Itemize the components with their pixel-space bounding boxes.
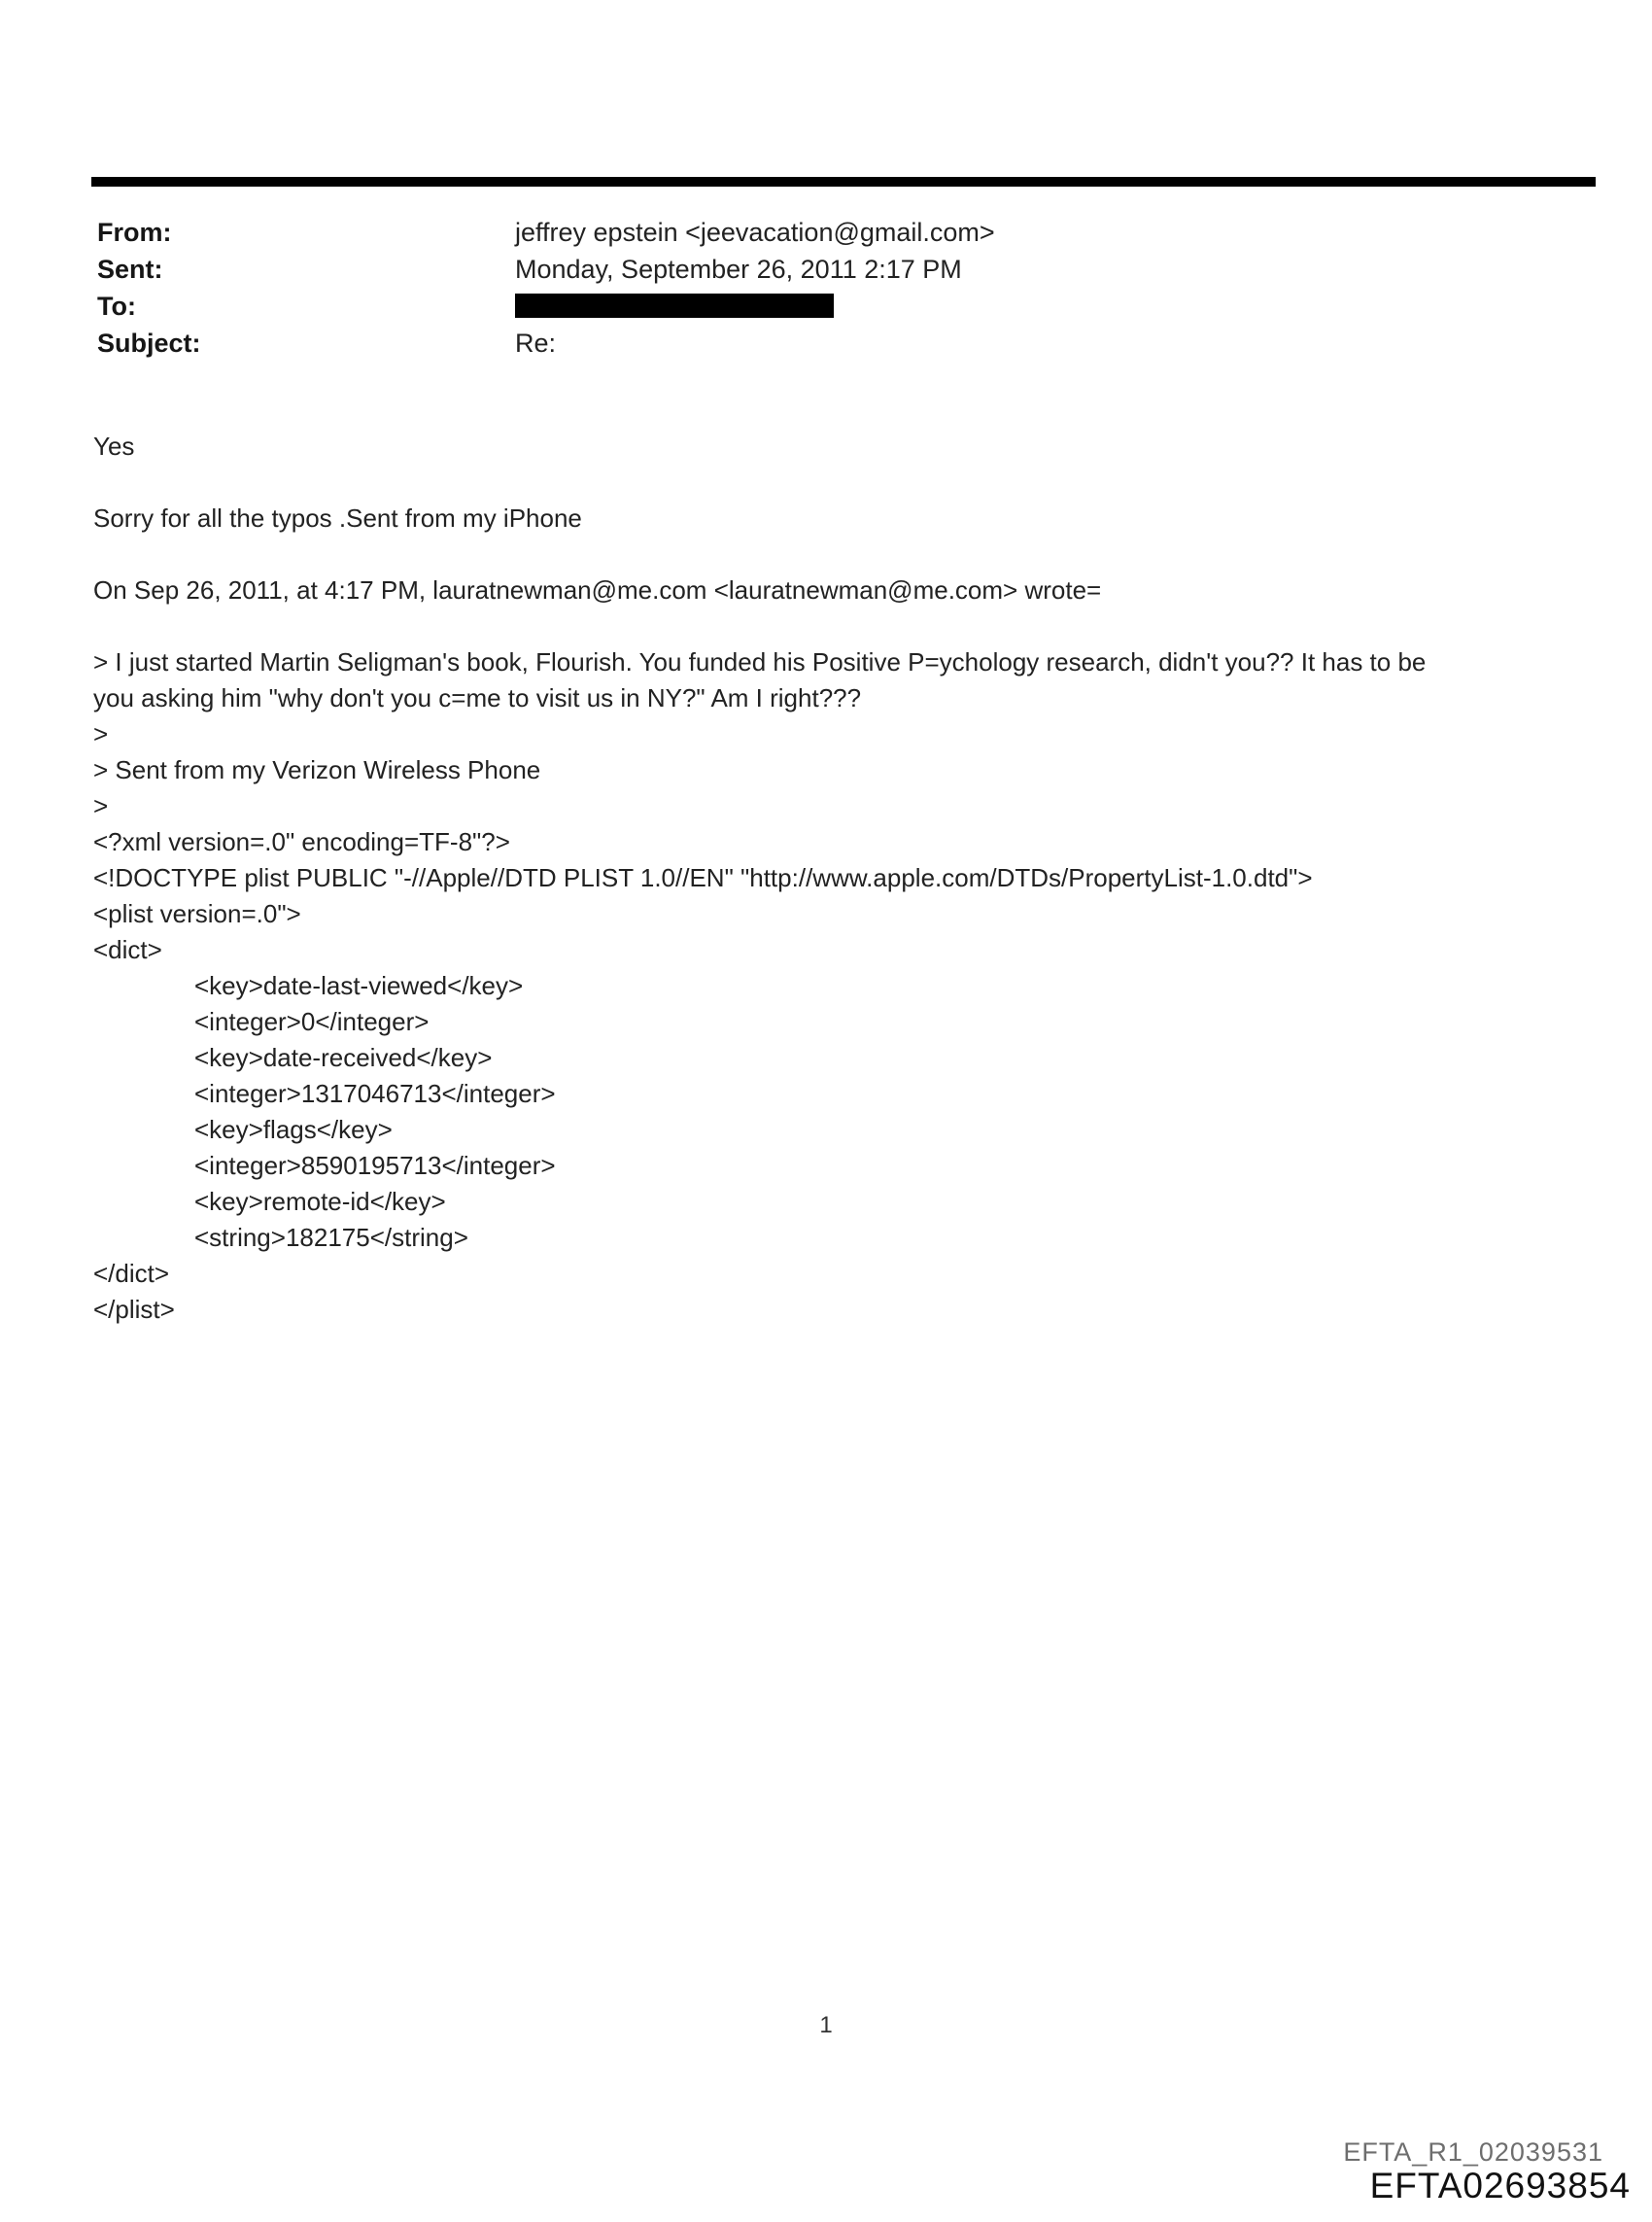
body-line-quote: you asking him "why don't you c=me to visit us in NY?" Am I right??? [93, 683, 862, 712]
plist-line-key: <key>remote-id</key> [194, 1187, 446, 1216]
body-line-quote: > I just started Martin Seligman's book, Flourish. You funded his Positive P=ychology research, didn't you?? It has to be [93, 647, 1427, 677]
body-line: On Sep 26, 2011, at 4:17 PM, lauratnewman@me.com <lauratnewman@me.com> wrote= [93, 575, 1102, 605]
header-divider-bar [91, 177, 1596, 187]
to-label: To: [97, 292, 136, 321]
plist-line-key: <key>flags</key> [194, 1115, 393, 1144]
bates-stamp-primary: EFTA02693854 [1369, 2166, 1631, 2205]
email-body [93, 429, 1609, 1328]
body-line-quote: > Sent from my Verizon Wireless Phone [93, 755, 541, 784]
plist-line-key: <key>date-last-viewed</key> [194, 971, 524, 1000]
plist-line-dict-open: <dict> [93, 935, 162, 964]
body-line-blank [93, 537, 1609, 573]
plist-line-key: <key>date-received</key> [194, 1043, 493, 1072]
body-line-blank [93, 608, 1609, 644]
body-line-blank [93, 465, 1609, 501]
body-line: Sorry for all the typos .Sent from my iPhone [93, 503, 582, 533]
subject-label: Subject: [97, 329, 201, 358]
from-label: From: [97, 218, 172, 247]
email-header-block [97, 214, 1555, 362]
page-number: 1 [819, 2012, 833, 2038]
body-line: Yes [93, 432, 135, 461]
plist-line-close: </plist> [93, 1295, 175, 1324]
plist-line-doctype: <!DOCTYPE plist PUBLIC "-//Apple//DTD PLIST 1.0//EN" "http://www.apple.com/DTDs/PropertyList-1.0.dtd"> [93, 863, 1313, 892]
redaction-bar [515, 294, 834, 318]
header-row-from [97, 214, 1555, 251]
sent-label: Sent: [97, 255, 163, 284]
plist-line-string: <string>182175</string> [194, 1223, 468, 1252]
plist-line-integer: <integer>8590195713</integer> [194, 1151, 556, 1180]
header-row-to [97, 288, 1555, 325]
plist-line-open: <plist version=.0"> [93, 899, 301, 928]
from-value: jeffrey epstein <jeevacation@gmail.com> [515, 218, 995, 247]
to-value [515, 288, 834, 325]
subject-value: Re: [515, 329, 557, 358]
bates-stamp-secondary: EFTA_R1_02039531 [1343, 2137, 1603, 2167]
header-row-sent [97, 251, 1555, 288]
sent-value: Monday, September 26, 2011 2:17 PM [515, 255, 962, 284]
body-line-quote: > [93, 791, 109, 820]
plist-line-integer: <integer>1317046713</integer> [194, 1079, 556, 1108]
plist-line-integer: <integer>0</integer> [194, 1007, 430, 1036]
plist-line-xml-declaration: <?xml version=.0" encoding=TF-8"?> [93, 827, 510, 856]
body-line-quote: > [93, 719, 109, 748]
header-row-subject [97, 325, 1555, 362]
plist-line-dict-close: </dict> [93, 1259, 170, 1288]
